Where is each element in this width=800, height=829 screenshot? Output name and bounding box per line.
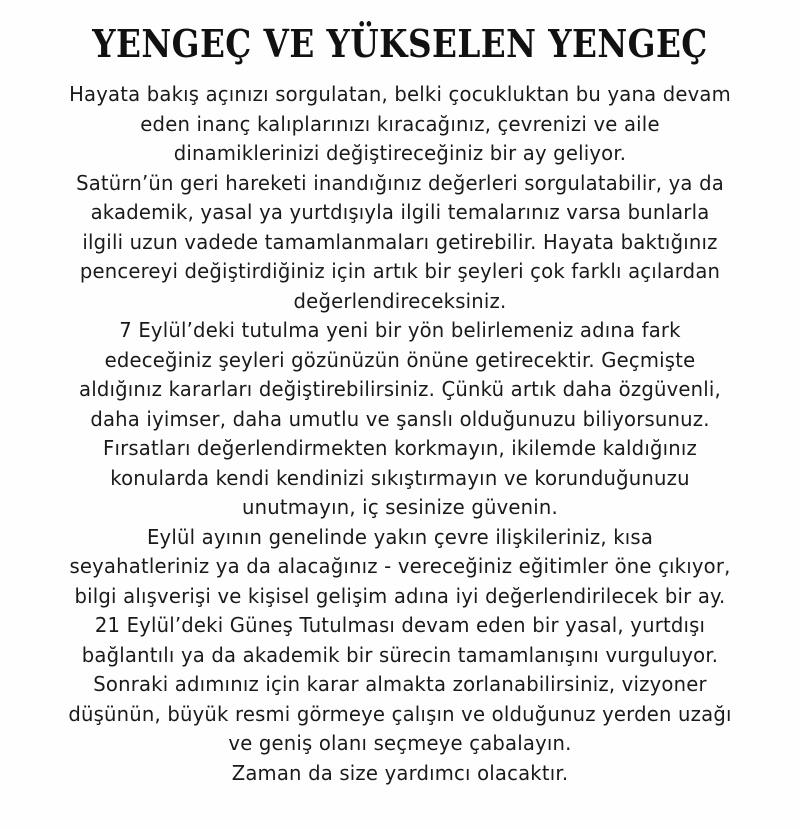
text-line: edeceğiniz şeyleri gözünüzün önüne getirecektir. Geçmişte [104, 347, 696, 372]
text-line: Fırsatları değerlendirmekten korkmayın, ikilemde kaldığınız [103, 436, 697, 460]
text-line: 21 Eylül’deki Güneş Tutulması devam eden bir yasal, yurtdışı [94, 613, 706, 637]
text-line: düşünün, büyük resmi görmeye çalışın ve olduğunuz yerden uzağı [68, 701, 732, 726]
text-line: Satürn’ün geri hareketi inandığınız değerleri sorgulatabilir, ya da [76, 170, 724, 195]
text-line: 7 Eylül’deki tutulma yeni bir yön belirlemeniz adına fark [119, 318, 681, 342]
text-line: değerlendireceksiniz. [293, 288, 507, 313]
text-line: seyahatleriniz ya da alacağınız - vereceğiniz eğitimler öne çıkıyor, [69, 554, 731, 578]
text-line: akademik, yasal ya yurtdışıyla ilgili temalarınız varsa bunlarla [90, 200, 710, 224]
text-line: Hayata bakış açınızı sorgulatan, belki çocukluktan bu yana devam [69, 82, 731, 106]
text-line: bağlantılı ya da akademik bir sürecin tamamlanışını vurguluyor. [81, 642, 719, 667]
text-line: Sonraki adımınız için karar almakta zorlanabilirsiniz, vizyoner [93, 672, 707, 696]
text-line: aldığınız kararları değiştirebilirsiniz. Çünkü artık daha özgüvenli, [79, 377, 721, 401]
text-line: pencereyi değiştirdiğiniz için artık bir şeyleri çok farklı açılardan [79, 259, 721, 283]
text-line: daha iyimser, daha umutlu ve şanslı olduğunuzu biliyorsunuz. [90, 406, 710, 431]
text-line: Zaman da size yardımcı olacaktır. [231, 760, 569, 785]
text-line: ilgili uzun vadede tamamlanmaları getirebilir. Hayata baktığınız [82, 229, 718, 254]
text-line: bilgi alışverişi ve kişisel gelişim adına iyi değerlendirilecek bir ay. [74, 583, 726, 608]
text-line: Eylül ayının genelinde yakın çevre ilişkileriniz, kısa [146, 524, 654, 549]
text-line: konularda kendi kendinizi sıkıştırmayın ve korunduğunuzu [110, 465, 690, 490]
page-title: YENGEÇ VE YÜKSELEN YENGEÇ [92, 21, 708, 66]
text-line: unutmayın, iç sesinize güvenin. [242, 495, 558, 519]
text-line: dinamiklerinizi değiştireceğiniz bir ay geliyor. [173, 141, 627, 165]
text-line: eden inanç kalıplarınızı kıracağınız, çevrenizi ve aile [140, 111, 660, 136]
body-text [0, 80, 800, 788]
text-line: ve geniş olanı seçmeye çabalayın. [228, 731, 572, 755]
